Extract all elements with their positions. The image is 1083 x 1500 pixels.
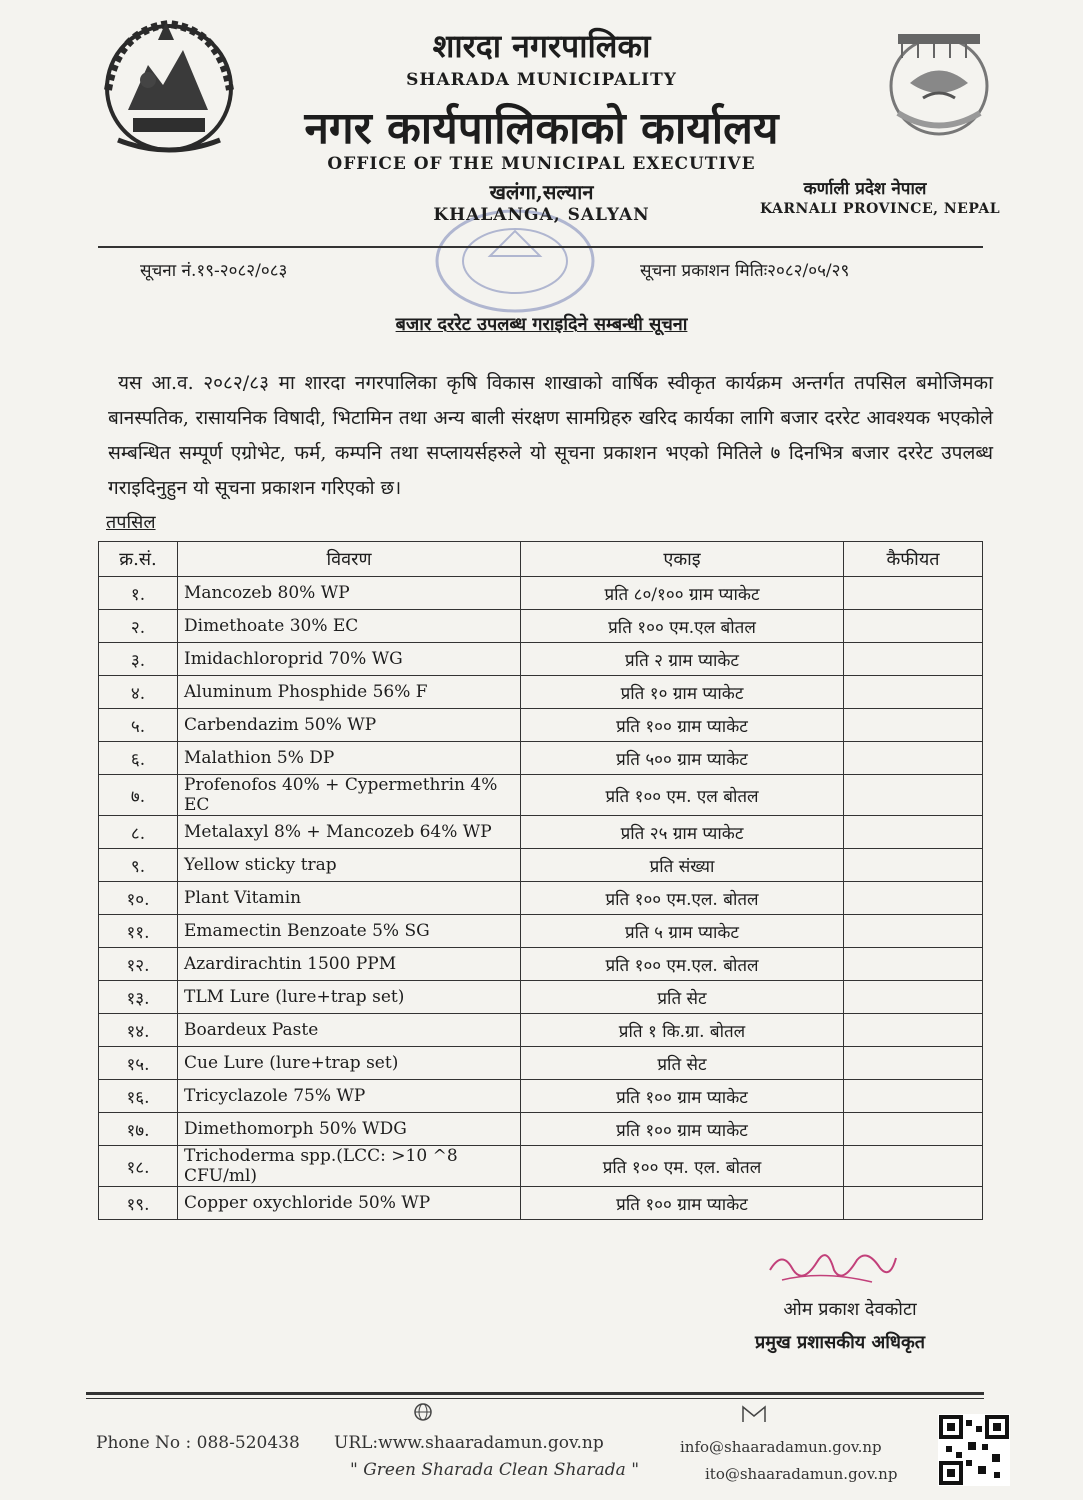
items-table	[98, 541, 983, 1220]
table-row	[99, 643, 983, 676]
footer-slogan: " Green Sharada Clean Sharada "	[350, 1460, 640, 1480]
row-sn: ४.	[99, 676, 178, 709]
table-row	[99, 1014, 983, 1047]
row-item: Dimethomorph 50% WDG	[178, 1113, 521, 1146]
row-sn: ९.	[99, 849, 178, 882]
row-item: Trichoderma spp.(LCC: >10 ^8 CFU/ml)	[178, 1146, 521, 1187]
table-row	[99, 816, 983, 849]
row-sn: ६.	[99, 742, 178, 775]
row-sn: १३.	[99, 981, 178, 1014]
row-sn: १८.	[99, 1146, 178, 1187]
signatory-title: प्रमुख प्रशासकीय अधिकृत	[754, 1332, 926, 1353]
header-sn: क्र.सं.	[99, 542, 178, 577]
row-unit: प्रति सेट	[521, 1047, 844, 1080]
row-unit: प्रति १०० एम. एल बोतल	[521, 775, 844, 816]
row-item: Dimethoate 30% EC	[178, 610, 521, 643]
table-row	[99, 948, 983, 981]
row-sn: १७.	[99, 1113, 178, 1146]
row-sn: ३.	[99, 643, 178, 676]
row-unit: प्रति सेट	[521, 981, 844, 1014]
row-item: Metalaxyl 8% + Mancozeb 64% WP	[178, 816, 521, 849]
row-unit: प्रति १ कि.ग्रा. बोतल	[521, 1014, 844, 1047]
schedule-label: तपसिल	[106, 512, 156, 533]
row-item: Azardirachtin 1500 PPM	[178, 948, 521, 981]
table-row	[99, 981, 983, 1014]
row-unit: प्रति २ ग्राम प्याकेट	[521, 643, 844, 676]
table-row	[99, 1080, 983, 1113]
row-item: Plant Vitamin	[178, 882, 521, 915]
row-item: Boardeux Paste	[178, 1014, 521, 1047]
province-np: कर्णाली प्रदेश नेपाल	[803, 179, 927, 199]
table-row	[99, 775, 983, 816]
row-item: Aluminum Phosphide 56% F	[178, 676, 521, 709]
footer-email-ito[interactable]: ito@shaaradamun.gov.np	[705, 1465, 898, 1483]
header-remarks: कैफीयत	[844, 542, 983, 577]
table-row	[99, 709, 983, 742]
province-en: KARNALI PROVINCE, NEPAL	[759, 201, 1001, 217]
row-sn: ११.	[99, 915, 178, 948]
notice-subject: बजार दररेट उपलब्ध गराइदिने सम्बन्धी सूचना	[395, 314, 688, 335]
row-unit: प्रति ५ ग्राम प्याकेट	[521, 915, 844, 948]
notice-body: यस आ.व. २०८२/८३ मा शारदा नगरपालिका कृषि विकास शाखाको वार्षिक स्वीकृत कार्यक्रम अन्तर्गत तपसिल बमोजिमका बानस्पतिक, रासायनिक विषादी, भिटामिन तथा अन्य बाली संरक्षण सामग्रिहरु खरिद कार्यका लागि बजार दररेट आवश्यक भएकोले सम्बन्धित सम्पूर्ण एग्रोभेट, फर्म, कम्पनि तथा सप्लायर्सहरुले यो सूचना प्रकाशन भएको मितिले ७ दिनभित्र बजार दररेट उपलब्ध गराइदिनुहुन यो सूचना प्रकाशन गरिएको छ।	[108, 372, 993, 499]
footer-email-info[interactable]: info@shaaradamun.gov.np	[680, 1438, 882, 1456]
row-sn: १६.	[99, 1080, 178, 1113]
notice-number: सूचना नं.१९-२०८२/०८३	[140, 261, 288, 281]
table-header-row	[99, 542, 983, 577]
signatory-name: ओम प्रकाश देवकोटा	[783, 1299, 917, 1320]
row-remarks	[844, 915, 983, 948]
row-sn: १.	[99, 577, 178, 610]
row-unit: प्रति २५ ग्राम प्याकेट	[521, 816, 844, 849]
row-unit: प्रति १०० ग्राम प्याकेट	[521, 1187, 844, 1220]
row-sn: ८.	[99, 816, 178, 849]
row-sn: २.	[99, 610, 178, 643]
row-sn: ७.	[99, 775, 178, 816]
globe-icon	[413, 1402, 433, 1422]
row-sn: १५.	[99, 1047, 178, 1080]
row-item: Tricyclazole 75% WP	[178, 1080, 521, 1113]
row-sn: ५.	[99, 709, 178, 742]
row-remarks	[844, 849, 983, 882]
office-title-en: OFFICE OF THE MUNICIPAL EXECUTIVE	[327, 154, 756, 174]
row-item: Mancozeb 80% WP	[178, 577, 521, 610]
header-description: विवरण	[178, 542, 521, 577]
header-divider	[98, 246, 983, 248]
row-unit: प्रति १०० ग्राम प्याकेट	[521, 1080, 844, 1113]
footer-divider	[86, 1392, 984, 1395]
footer-divider-thin	[86, 1398, 984, 1399]
row-remarks	[844, 1014, 983, 1047]
table-row	[99, 1146, 983, 1187]
notice-date: सूचना प्रकाशन मितिः२०८२/०५/२९	[640, 261, 850, 281]
row-remarks	[844, 676, 983, 709]
row-sn: १०.	[99, 882, 178, 915]
row-remarks	[844, 1146, 983, 1187]
table-row	[99, 1047, 983, 1080]
municipality-name-np: शारदा नगरपालिका	[432, 27, 651, 65]
row-remarks	[844, 610, 983, 643]
row-unit: प्रति १० ग्राम प्याकेट	[521, 676, 844, 709]
mail-icon	[740, 1404, 768, 1424]
table-row	[99, 577, 983, 610]
row-remarks	[844, 816, 983, 849]
qr-code	[938, 1414, 1010, 1486]
location-np: खलंगा,सल्यान	[489, 180, 594, 204]
row-remarks	[844, 742, 983, 775]
office-title-np: नगर कार्यपालिकाको कार्यालय	[304, 103, 779, 154]
table-row	[99, 1187, 983, 1220]
table-row	[99, 676, 983, 709]
row-unit: प्रति १०० एम. एल. बोतल	[521, 1146, 844, 1187]
row-remarks	[844, 948, 983, 981]
row-remarks	[844, 577, 983, 610]
row-remarks	[844, 882, 983, 915]
signature-scribble	[762, 1240, 902, 1295]
row-unit: प्रति ५०० ग्राम प्याकेट	[521, 742, 844, 775]
row-remarks	[844, 1080, 983, 1113]
footer-phone: Phone No : 088-520438	[96, 1433, 300, 1453]
row-unit: प्रति १०० एम.एल. बोतल	[521, 882, 844, 915]
row-item: Yellow sticky trap	[178, 849, 521, 882]
row-item: Malathion 5% DP	[178, 742, 521, 775]
row-remarks	[844, 1047, 983, 1080]
row-remarks	[844, 981, 983, 1014]
location-en: KHALANGA, SALYAN	[433, 205, 650, 225]
row-remarks	[844, 709, 983, 742]
row-unit: प्रति १०० ग्राम प्याकेट	[521, 709, 844, 742]
row-unit: प्रति संख्या	[521, 849, 844, 882]
table-row	[99, 882, 983, 915]
row-unit: प्रति ८०/१०० ग्राम प्याकेट	[521, 577, 844, 610]
table-row	[99, 610, 983, 643]
row-item: Carbendazim 50% WP	[178, 709, 521, 742]
row-remarks	[844, 1187, 983, 1220]
row-remarks	[844, 775, 983, 816]
row-remarks	[844, 1113, 983, 1146]
row-sn: १९.	[99, 1187, 178, 1220]
table-row	[99, 742, 983, 775]
footer-url[interactable]: URL:www.shaaradamun.gov.np	[334, 1433, 604, 1453]
row-sn: १४.	[99, 1014, 178, 1047]
row-item: Emamectin Benzoate 5% SG	[178, 915, 521, 948]
row-unit: प्रति १०० एम.एल बोतल	[521, 610, 844, 643]
municipality-name-en: SHARADA MUNICIPALITY	[406, 70, 677, 90]
row-sn: १२.	[99, 948, 178, 981]
table-row	[99, 849, 983, 882]
row-item: Profenofos 40% + Cypermethrin 4% EC	[178, 775, 521, 816]
header-unit: एकाइ	[521, 542, 844, 577]
row-unit: प्रति १०० ग्राम प्याकेट	[521, 1113, 844, 1146]
row-remarks	[844, 643, 983, 676]
table-row	[99, 915, 983, 948]
row-item: Imidachloroprid 70% WG	[178, 643, 521, 676]
row-item: TLM Lure (lure+trap set)	[178, 981, 521, 1014]
row-item: Cue Lure (lure+trap set)	[178, 1047, 521, 1080]
row-unit: प्रति १०० एम.एल. बोतल	[521, 948, 844, 981]
table-row	[99, 1113, 983, 1146]
row-item: Copper oxychloride 50% WP	[178, 1187, 521, 1220]
